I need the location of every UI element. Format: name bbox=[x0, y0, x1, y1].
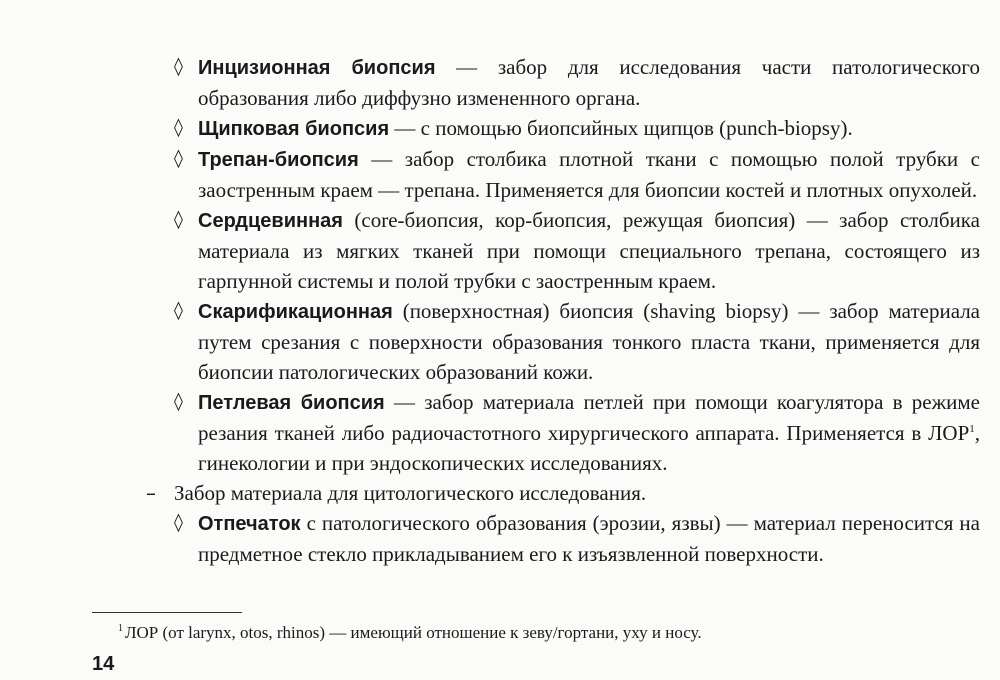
list-item bbox=[174, 387, 980, 478]
list-item bbox=[174, 508, 980, 569]
dash-bullet-icon: – bbox=[146, 481, 156, 505]
main-text bbox=[0, 52, 1000, 569]
page-number: 14 bbox=[92, 653, 115, 675]
diamond-bullet-icon: ◊ bbox=[174, 148, 183, 169]
footnote-text: ЛОР (от larynx, otos, rhinos) — имеющий отношение к зеву/гортани, уху и носу. bbox=[125, 623, 702, 642]
definition: (поверхностная) биопсия (shaving biopsy) — забор материала путем срезания с поверхности образования тонкого пласта ткани, применяется для биопсии патологических образований кожи. bbox=[198, 299, 980, 384]
list-item bbox=[174, 52, 980, 113]
term: Инцизионная биопсия bbox=[198, 57, 436, 79]
term: Сердцевинная bbox=[198, 210, 343, 232]
footnote bbox=[118, 622, 978, 644]
definition: — забор столбика плотной ткани с помощью полой трубки с заостренным краем — трепана. Применяется для биопсии костей и плотных опухолей. bbox=[198, 147, 980, 202]
diamond-bullet-icon: ◊ bbox=[174, 300, 183, 321]
list-item bbox=[174, 144, 980, 205]
term: Петлевая биопсия bbox=[198, 392, 385, 414]
list-item bbox=[174, 113, 980, 144]
term: Трепан-биопсия bbox=[198, 149, 359, 171]
diamond-bullet-icon: ◊ bbox=[174, 512, 183, 533]
footnote-reference[interactable]: 1 bbox=[969, 423, 975, 435]
term: Скарификационная bbox=[198, 301, 393, 323]
list-item bbox=[174, 205, 980, 296]
definition: — забор материала петлей при помощи коагулятора в режиме резания тканей либо радиочастотного хирургического аппарата. Применяется в ЛОР bbox=[198, 390, 980, 445]
diamond-bullet-icon: ◊ bbox=[174, 209, 183, 230]
definition: (core-биопсия, кор-биопсия, режущая биопсия) — забор столбика материала из мягких тканей при помощи специального трепана, состоящего из гарпунной системы и полой трубки с заостренным краем. bbox=[198, 208, 980, 293]
footnote-divider bbox=[92, 612, 242, 613]
diamond-bullet-icon: ◊ bbox=[174, 391, 183, 412]
definition: — забор для исследования части патологического образования либо диффузно измененного органа. bbox=[198, 55, 980, 110]
diamond-bullet-icon: ◊ bbox=[174, 117, 183, 138]
definition-continued: , гинекологии и при эндоскопических исследованиях. bbox=[198, 421, 980, 475]
diamond-bullet-icon: ◊ bbox=[174, 56, 183, 77]
footnote-mark: 1 bbox=[118, 623, 123, 635]
term: Отпечаток bbox=[198, 513, 301, 535]
dash-list-item bbox=[146, 478, 980, 508]
definition: с патологического образования (эрозии, язвы) — материал переносится на предметное стекло прикладыванием его к изъязвленной поверхности. bbox=[198, 511, 980, 566]
term: Щипковая биопсия bbox=[198, 118, 390, 140]
dash-item-text: Забор материала для цитологического исследования. bbox=[174, 481, 647, 505]
list-item bbox=[174, 296, 980, 387]
definition: — с помощью биопсийных щипцов (punch-biopsy). bbox=[389, 116, 853, 140]
